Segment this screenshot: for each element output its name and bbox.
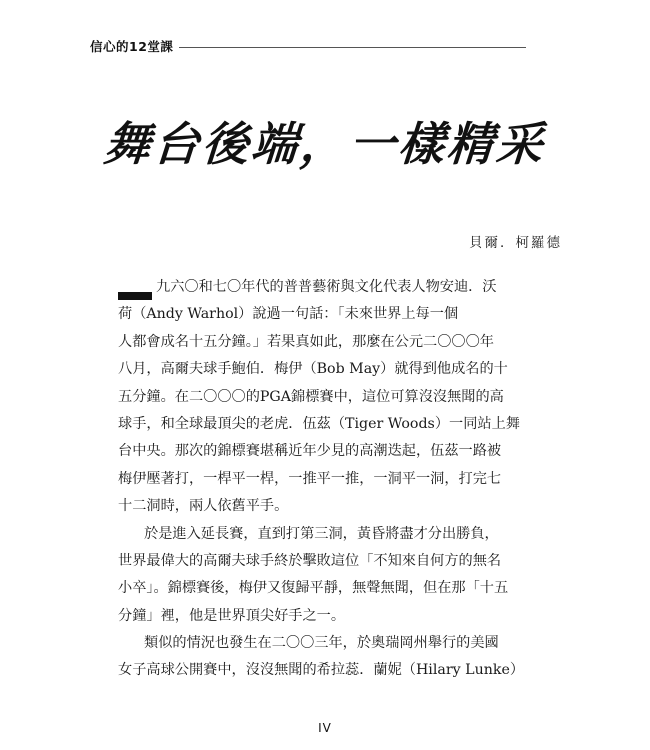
header-rule [179,47,526,48]
text-line: 分鐘」裡，他是世界頂尖好手之一。 [118,607,346,624]
book-title: 信心的12堂課 [90,39,174,54]
running-head [90,36,526,56]
text-line: 於是進入延長賽，直到打第三洞，黃昏將盡才分出勝負， [144,525,499,542]
text-line: 人都會成名十五分鐘。」若果真如此，那麼在公元二〇〇〇年 [118,333,494,350]
text-line: 荷（Andy Warhol）說過一句話：「未來世界上每一個 [118,306,459,323]
body-text [118,274,534,685]
text-line: 世界最偉大的高爾夫球手終於擊敗這位「不知來自何方的無名 [118,552,502,569]
text-line: 十二洞時，兩人依舊平手。 [118,498,289,515]
chapter-author: 貝爾．柯羅德 [469,235,562,251]
text-line: 類似的情況也發生在二〇〇三年，於奧瑞岡州舉行的美國 [144,635,499,652]
text-line: 小卒」。錦標賽後，梅伊又復歸平靜，無聲無聞，但在那「十五 [118,580,509,597]
page-number: IV [318,721,332,735]
text-line: 球手，和全球最頂尖的老虎．伍茲（Tiger Woods）一同站上舞 [118,415,520,432]
text-line: 女子高球公開賽中，沒沒無聞的希拉蕊．蘭妮（Hilary Lunke） [118,662,525,679]
text-line: 九六〇和七〇年代的普普藝術與文化代表人物安迪．沃 [156,279,497,295]
text-line: 梅伊壓著打，一桿平一桿，一推平一推，一洞平一洞，打完七 [118,470,502,487]
text-line: 八月，高爾夫球手鮑伯．梅伊（Bob May）就得到他成名的十 [118,361,508,378]
chapter-title: 舞台後端，一樣精采 [102,117,548,171]
text-line: 五分鐘。在二〇〇〇的PGA錦標賽中，這位可算沒沒無聞的高 [118,388,504,405]
text-line: 台中央。那次的錦標賽堪稱近年少見的高潮迭起，伍茲一路被 [118,443,502,460]
